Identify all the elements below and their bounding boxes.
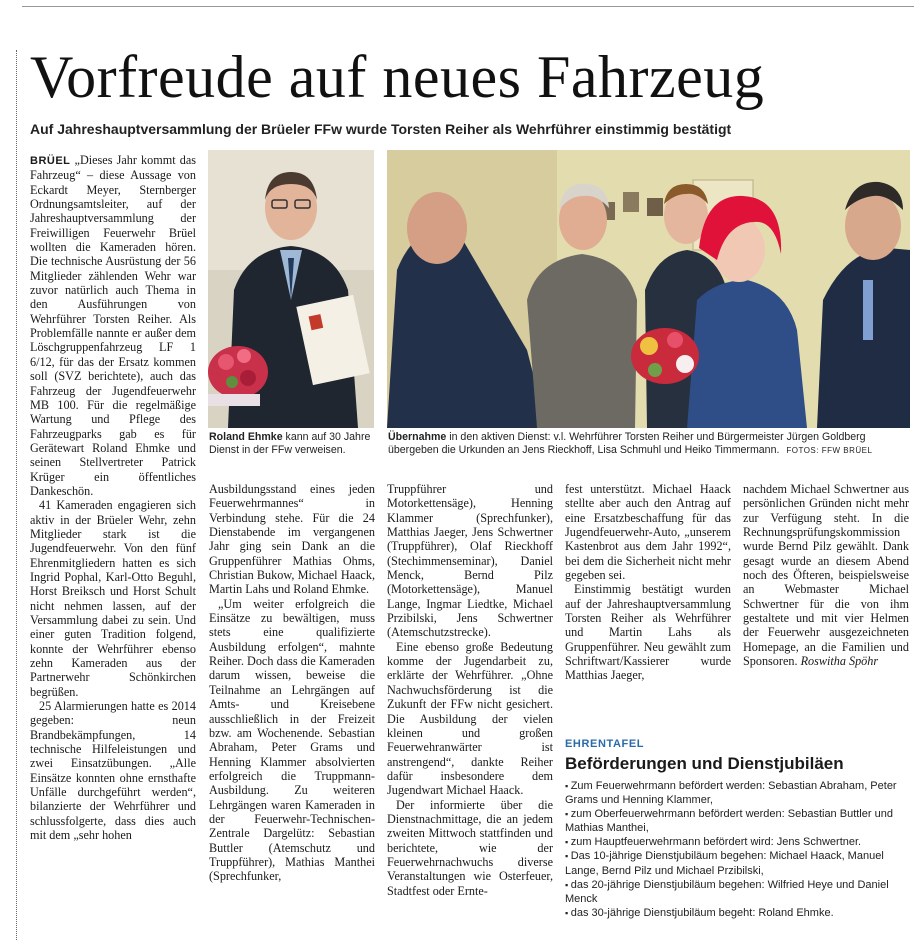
column-rule [16, 50, 17, 940]
paragraph: Eine ebenso große Bedeutung komme der Jugendarbeit zu, erklärte der Wehrführer. „Ohne Nachwuchsförderung ist die Zukunft der FFw nicht gesichert. Die Ausbildung der vielen kleinen und großen Feuerwehranwärter ist anstrengend“, dankte Reiher dafür insbesondere dem Jugendwart Michael Haack. [387, 639, 553, 798]
photo1-caption [209, 431, 375, 457]
ehrentafel-title: Beförderungen und Dienstjubiläen [565, 754, 844, 773]
photo1-caption-text: kann auf 30 Jahre Dienst in der FFw verweisen. [209, 431, 371, 456]
photo2-caption [388, 431, 910, 457]
list-item: ▪ das 30-jährige Dienstjubiläum begeht: Roland Ehmke. [565, 906, 910, 920]
paragraph: „Um weiter erfolgreich die Einsätze zu bewältigen, muss stets eine qualifizierte Ausbildung erfolgen“, mahnte Reiher. Doch dass die Kameraden darum wissen, beweise die Teilnahme an Lehrgängen auf Amts- und Kreisebene ausschließlich in der Freizeit bzw. am Wochenende. Sebastian Abraham, Peter Grams und Henning Klammer absolvierten erfolgreich die Truppmann-Ausbildung. Zu weiteren Lehrgängen waren Kameraden in der Feuerwehr-Technischen-Zentrale Dargelütz: Sebastian Buttler (Atemschutz und Truppführer), Mathias Manthei (Sprechfunker, [209, 596, 375, 884]
photo2-caption-text: in den aktiven Dienst: v.l. Wehrführer Torsten Reiher und Bürgermeister Jürgen Goldberg übergeben die Urkunden an Jens Rieckhoff, Lisa Schmuhl und Heiko Timmermann. [388, 431, 866, 456]
article-column-3 [387, 482, 553, 939]
paragraph [743, 482, 909, 668]
photo-uebernahme [387, 150, 910, 428]
photo-roland-ehmke [208, 150, 374, 428]
author: Roswitha Spöhr [800, 654, 879, 669]
photo1-caption-lead: Roland Ehmke [209, 431, 283, 443]
paragraph: 25 Alarmierungen hatte es 2014 gegeben: neun Brandbekämpfungen, 14 technische Hilfeleistungen und zwei Einsatzübungen. „Alle Einsätze konnten ohne ernsthafte Unfälle durchgeführt werden“, bilanzierte der Wehrführer und schlussfolgerte, dass dies auch mit dem „sehr hohen [30, 699, 196, 843]
paragraph: Der informierte über die Dienstnachmittage, die an jedem zweiten Mittwoch stattfinden und berichtete, wie der Feuerwehrnachwuchs diverse Veranstaltungen wie Osterfeuer, Stadtfest oder Ernte- [387, 797, 553, 898]
top-rule [22, 6, 914, 7]
dateline: BRÜEL [30, 155, 71, 167]
paragraph: Truppführer und Motorkettensäge), Henning Klammer (Sprechfunker), Matthias Jaeger, Jens Schwertner (Truppführer), Olaf Rieckhoff (Stechimmenseminar), Daniel Menck, Bernd Pilz (Motorkettensäge), Manuel Lange, Ingmar Liedtke, Michael Przibilski, Jens Schwertner (Atemschutzstrecke). [387, 482, 553, 640]
paragraph [30, 153, 196, 498]
list-item: ▪ das 20-jährige Dienstjubiläum begehen: Wilfried Heye und Daniel Menck [565, 878, 910, 906]
ehrentafel-list [565, 779, 910, 920]
article-column-4 [565, 482, 731, 718]
photo-credit: FOTOS: FFW BRÜEL [786, 446, 873, 455]
paragraph-text: „Dieses Jahr kommt das Fahrzeug“ – diese Aussage von Eckardt Meyer, Sternberger Ordnungsamtsleiter, auf der Jahreshauptversammlung der Freiwilligen Feuerwehr Brüel wollten die Kameraden hören. Die technische Ausrüstung der 56 Mitglieder zählenden Wehr war zuvor natürlich auch Thema in den Ausführungen von Wehrführer Torsten Reiher. Als Problemfälle nannte er außer dem Löschgruppenfahrzeug LF 1 6/12, für das der Ersatz kommen soll (SVZ berichtete), auch das Fahrzeug der Jugendfeuerwehr MB 100. Für die regelmäßige Wartung und Pflege des Fahrzeugparks gab es für Gerätewart Roland Ehmke und seinen Stellvertreter Patrick Krüger ein öffentliches Dankeschön. [30, 153, 196, 498]
article-column-1 [30, 153, 196, 938]
paragraph-text: nachdem Michael Schwertner aus persönlichen Gründen nicht mehr zur Verfügung steht. In die Rechnungsprüfungskommission wurde Bernd Pilz gewählt. Dank gesagt wurde an diesem Abend noch des Öfteren, beispielsweise an Webmaster Michael Schwertner für die von ihm gestaltete und mit vier Helmen der Feuerwehr ausgezeichneten Homepage, an die Familien und Sponsoren. [743, 482, 909, 669]
list-item: ▪ Zum Feuerwehrmann befördert werden: Sebastian Abraham, Peter Grams und Henning Klammer, [565, 779, 910, 807]
ehrentafel-tag: EHRENTAFEL [565, 738, 645, 750]
list-item: ▪ zum Oberfeuerwehrmann befördert werden: Sebastian Buttler und Mathias Manthei, [565, 807, 910, 835]
ehrentafel-box [565, 738, 910, 938]
list-item: ▪ zum Hauptfeuerwehrmann befördert wird: Jens Schwertner. [565, 835, 910, 849]
paragraph: 41 Kameraden engagieren sich aktiv in der Brüeler Wehr, zehn Mitglieder stark ist die Jugendfeuerwehr. Von den fünf Ehrenmitgliedern hatten es sich Ingrid Pophal, Karl-Otto Beguhl, Horst Breiksch und Horst Schult nicht nehmen lassen, auf der Versammlung dabei zu sein. Und einer guten Tradition folgend, konnte der Wehrführer ebenso zehn Kameraden aus der Partnerwehr Schönkirchen begrüßen. [30, 498, 196, 699]
photo2-caption-lead: Übernahme [388, 431, 447, 443]
paragraph: Ausbildungsstand eines jeden Feuerwehrmannes“ in Verbindung stehe. Für die 24 Dienstabende im vergangenen Jahr ging sein Dank an die Gruppenführer Mathias Ohms, Christian Bukow, Michael Haack, Martin Lahs und Roland Ehmke. [209, 482, 375, 597]
paragraph: Einstimmig bestätigt wurden auf der Jahreshauptversammlung Torsten Reiher als Wehrführer und Martin Lahs als Gruppenführer. Neu gewählt zum Schriftwart/Kassierer wurde Matthias Jaeger, [565, 582, 731, 683]
article-column-2 [209, 482, 375, 939]
headline: Vorfreude auf neues Fahrzeug [30, 44, 765, 110]
paragraph: fest unterstützt. Michael Haack stellte aber auch den Antrag auf eine Ersatzbeschaffung für das Jugendfeuerwehr-Auto, „unserem Kastenbrot aus dem Jahr 1992“, bei dem die Sicherheit nicht mehr gegeben sei. [565, 482, 731, 583]
subheadline: Auf Jahreshauptversammlung der Brüeler FFw wurde Torsten Reiher als Wehrführer einstimmig bestätigt [30, 121, 732, 137]
list-item: ▪ Das 10-jährige Dienstjubiläum begehen: Michael Haack, Manuel Lange, Bernd Pilz und Michael Przibilski, [565, 849, 910, 877]
article-column-5 [743, 482, 909, 718]
